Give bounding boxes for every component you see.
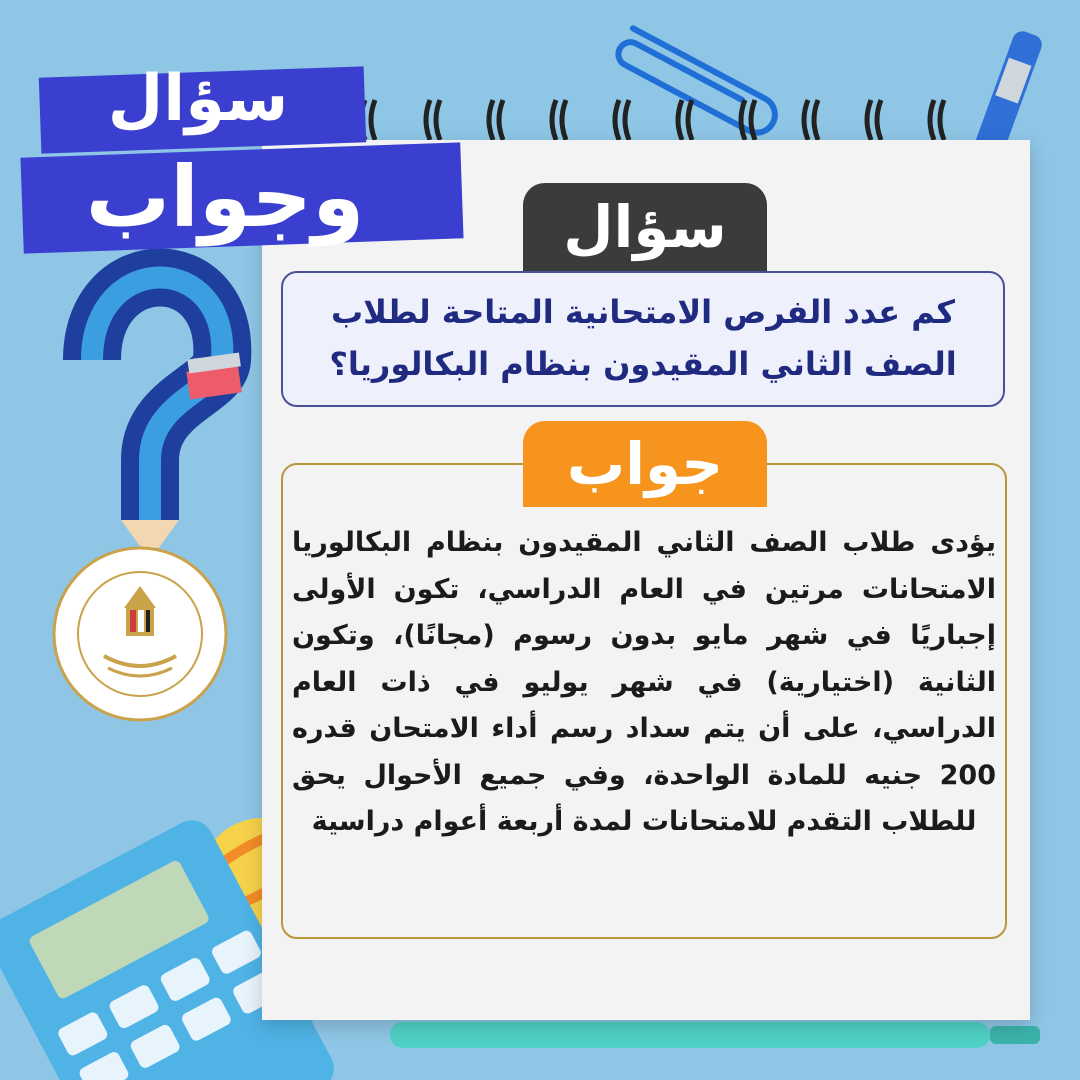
banner-title-question: سؤال xyxy=(107,62,289,136)
ministry-logo-icon xyxy=(52,546,228,722)
answer-text: يؤدى طلاب الصف الثاني المقيدون بنظام البكالوريا الامتحانات مرتين في العام الدراسي، تكون الأولى إجباريًا في شهر مايو بدون رسوم (مجانًا)، وتكون الثانية (اختيارية) في شهر يوليو في ذات العام الدراسي، على أن يتم سداد رسم أداء الامتحان قدره 200 جنيه للمادة الواحدة، وفي جميع الأحوال يحق للطلاب التقدم للامتحانات لمدة أربعة أعوام دراسية xyxy=(292,527,996,837)
question-tag: سؤال xyxy=(523,183,767,271)
answer-tag: جواب xyxy=(523,421,767,507)
paperclip-icon xyxy=(614,27,781,139)
banner-title-answer: وجواب xyxy=(85,148,365,246)
pen-icon xyxy=(390,1022,1040,1048)
question-text: كم عدد الفرص الامتحانية المتاحة لطلاب الصف الثاني المقيدون بنظام البكالوريا؟ xyxy=(329,293,957,383)
question-mark-pencil-icon xyxy=(92,278,242,561)
spiral-binding xyxy=(300,100,944,140)
